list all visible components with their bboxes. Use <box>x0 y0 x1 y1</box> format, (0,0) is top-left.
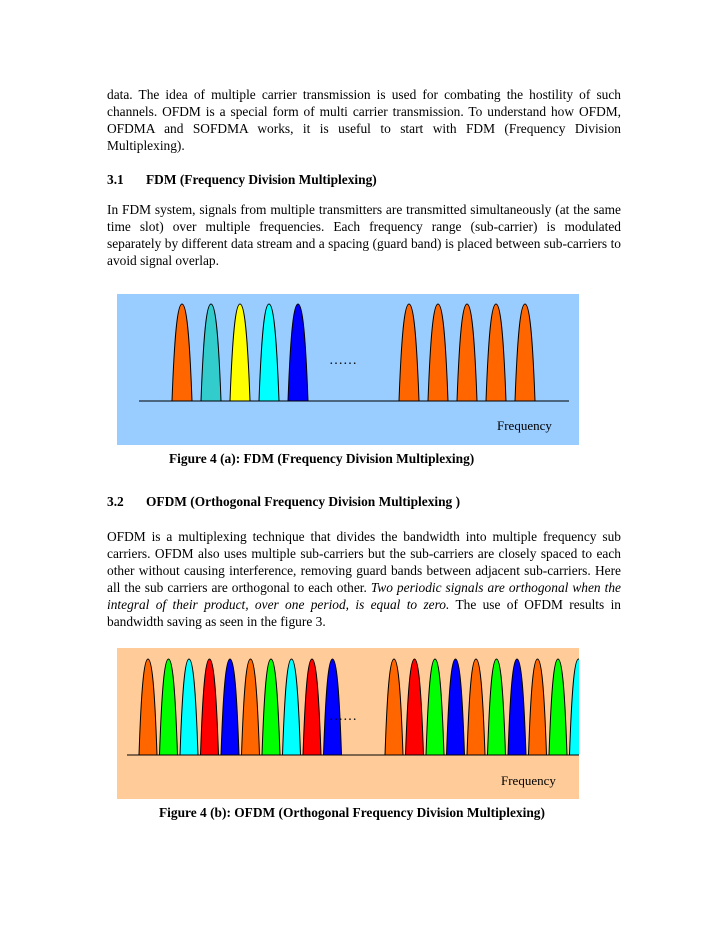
ellipsis-label: …… <box>329 709 357 724</box>
ellipsis-label: …… <box>329 353 357 368</box>
intro-paragraph: data. The idea of multiple carrier transmission is used for combating the hostility of such channels. OFDM is a special form of multi carrier transmission. To understand how OFDM, OFDMA and SOFDMA works, it is useful to start with FDM (Frequency Division Multiplexing). <box>107 87 621 153</box>
section-title: OFDM (Orthogonal Frequency Division Multiplexing ) <box>146 494 461 509</box>
ofdm-diagram <box>117 648 579 799</box>
figure-caption-a: Figure 4 (a): FDM (Frequency Division Multiplexing) <box>169 451 475 466</box>
section-heading-fdm <box>107 172 377 188</box>
ofdm-paragraph <box>107 528 621 630</box>
section-number: 3.2 <box>107 494 124 509</box>
ofdm-text-part: The use of OFDM results in bandwidth saving as seen in the figure 3. <box>107 597 621 629</box>
fdm-paragraph: In FDM system, signals from multiple transmitters are transmitted simultaneously (at the same time slot) over multiple frequencies. Each frequency range (sub-carrier) is modulated separately by different data stream and a spacing (guard band) is placed between sub-carriers to avoid signal overlap. <box>107 202 621 268</box>
section-heading-ofdm <box>107 494 460 510</box>
figure-fdm <box>117 294 579 445</box>
fdm-diagram <box>117 294 579 445</box>
section-number: 3.1 <box>107 172 124 187</box>
frequency-axis-label: Frequency <box>501 773 556 788</box>
figure-ofdm <box>117 648 579 799</box>
section-title: FDM (Frequency Division Multiplexing) <box>146 172 377 187</box>
frequency-axis-label: Frequency <box>497 418 552 433</box>
figure-caption-b: Figure 4 (b): OFDM (Orthogonal Frequency Division Multiplexing) <box>159 805 545 820</box>
orthogonality-definition: Two periodic signals are orthogonal when the integral of their product, over one period, is equal to zero. <box>107 580 621 612</box>
ofdm-text-part: OFDM is a multiplexing technique that divides the bandwidth into multiple frequency sub carriers. OFDM also uses multiple sub-carriers but the sub-carriers are closely spaced to each other without causing interference, removing guard bands between adjacent sub-carriers. Here all the sub carriers are orthogonal to each other. <box>107 529 621 595</box>
